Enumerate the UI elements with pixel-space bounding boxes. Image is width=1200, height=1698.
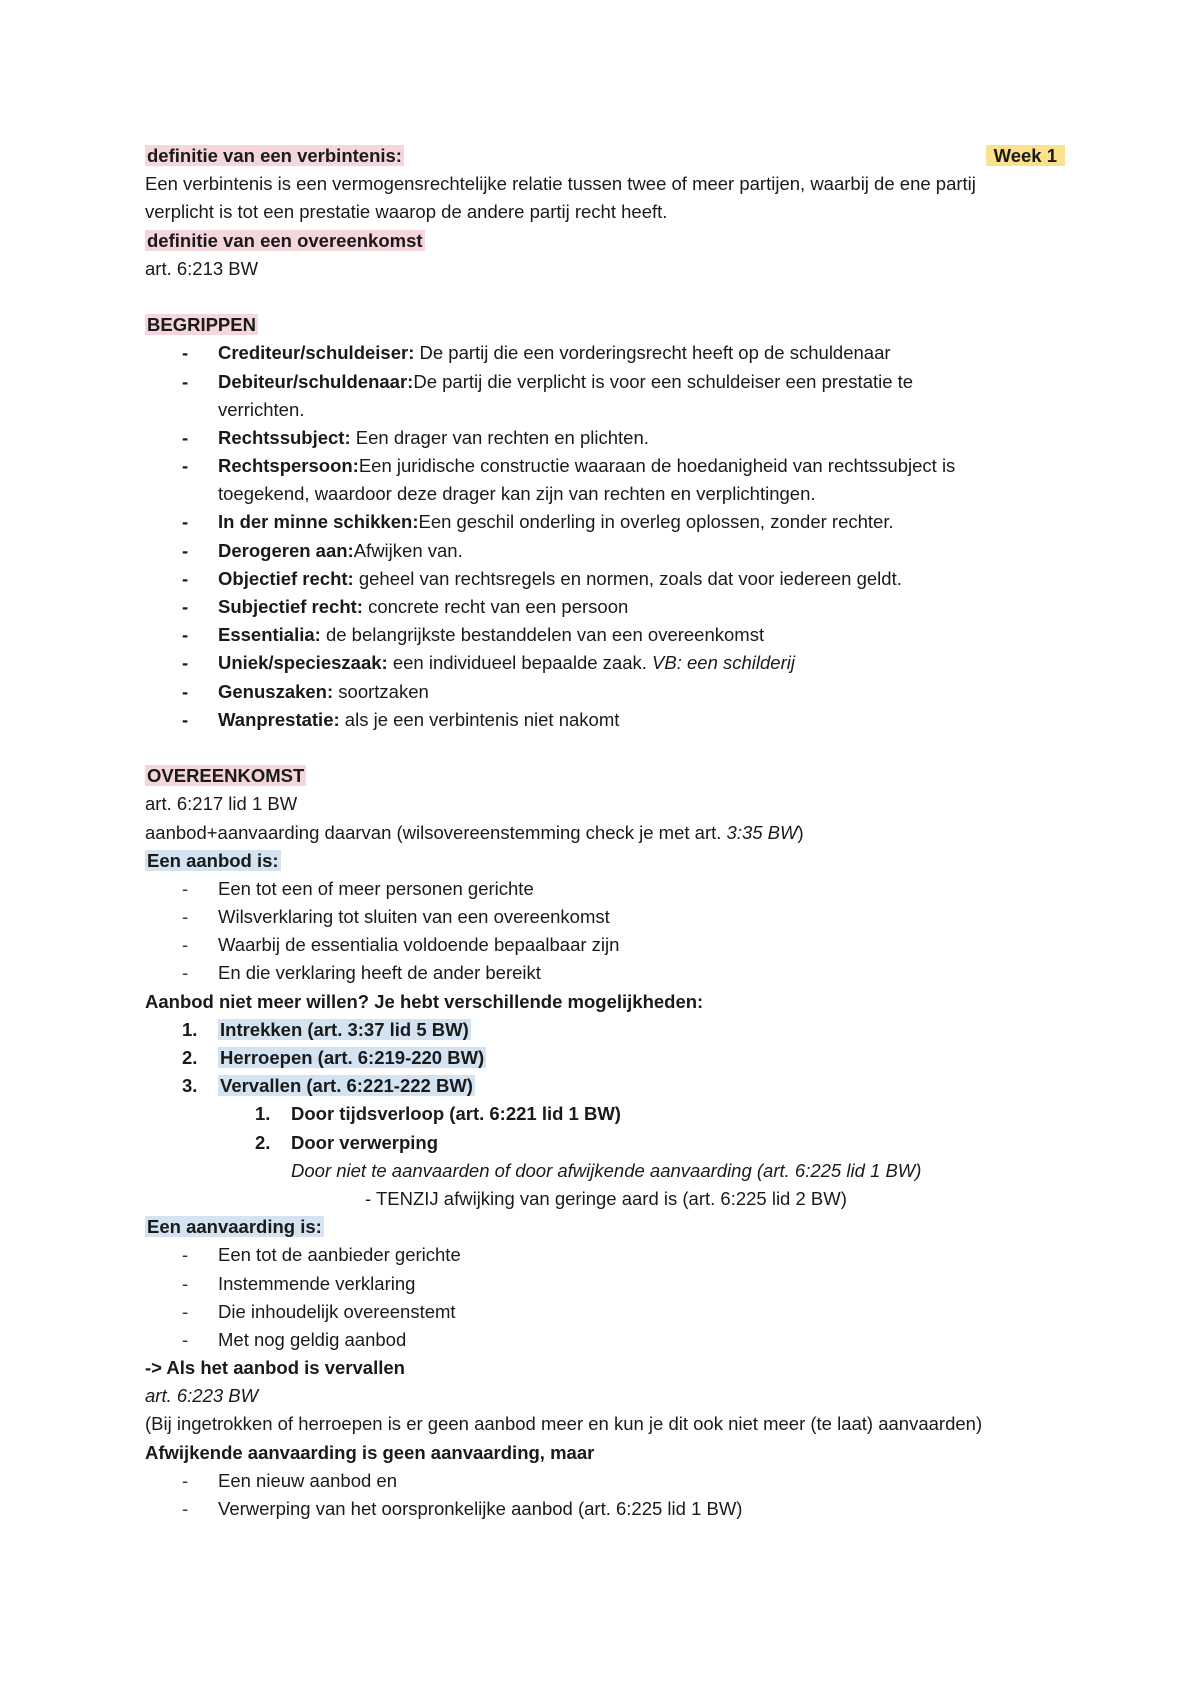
list-item: - Met nog geldig aanbod [182,1328,407,1350]
list-item: - Genuszaken: soortzaken [182,680,429,702]
list-item: - Debiteur/schuldenaar:De partij die verplicht is voor een schuldeiser een prestatie te [182,370,914,392]
list-item: - In der minne schikken:Een geschil onderling in overleg oplossen, zonder rechter. [182,511,894,533]
numbered-item: 1. Intrekken (art. 3:37 lid 5 BW) [182,1018,469,1040]
sub-numbered-item: 1. Door tijdsverloop (art. 6:221 lid 1 BW) [255,1103,621,1125]
vervallen-note: (Bij ingetrokken of herroepen is er geen aanbod meer en kun je dit ook niet meer (te laat) aanvaarden) [145,1413,983,1435]
numbered-item: 2. Herroepen (art. 6:219-220 BW) [182,1047,485,1068]
aanbod-niet-meer-heading: Aanbod niet meer willen? Je hebt verschillende mogelijkheden: [145,990,704,1012]
list-item: - Wanprestatie: als je een verbintenis niet nakomt [182,708,620,730]
list-item: - Een nieuw aanbod en [182,1469,397,1491]
verwerping-note: Door niet te aanvaarden of door afwijkende aanvaarding (art. 6:225 lid 1 BW) [291,1159,922,1181]
vervallen-heading: -> Als het aanbod is vervallen [145,1357,405,1379]
sub-numbered-item: 2. Door verwerping [255,1131,438,1153]
list-item: - Die inhoudelijk overeenstemt [182,1300,456,1322]
document-content [145,142,1065,1523]
list-item-continuation: verrichten. [218,398,305,420]
list-item: - Subjectief recht: concrete recht van een persoon [182,596,629,617]
week-label: Week 1 [986,142,1065,170]
list-item: - Rechtspersoon:Een juridische constructie waaraan de hoedanigheid van rechtssubject is [182,455,956,477]
aanvaarding-heading: Een aanvaarding is: [147,1216,322,1238]
overeenkomst-ref: art. 6:217 lid 1 BW [145,793,298,815]
list-item: - Rechtssubject: Een drager van rechten en plichten. [182,426,649,448]
def-overeenkomst-heading: definitie van een overeenkomst [147,229,423,251]
list-item: - Verwerping van het oorspronkelijke aanbod (art. 6:225 lid 1 BW) [182,1498,743,1519]
overeenkomst-definition: aanbod+aanvaarding daarvan (wilsovereenstemming check je met art. 3:35 BW) [145,821,804,843]
list-item: - En die verklaring heeft de ander bereikt [182,962,541,984]
aanbod-heading: Een aanbod is: [147,849,279,871]
begrippen-heading: BEGRIPPEN [147,314,256,336]
def-verbintenis-text: Een verbintenis is een vermogensrechtelijke relatie tussen twee of meer partijen, waarbij de ene partij [145,173,976,195]
list-item: - Essentialia: de belangrijkste bestanddelen van een overeenkomst [182,624,765,646]
list-item: - Uniek/specieszaak: een individueel bepaalde zaak. VB: een schilderij [182,652,795,674]
list-item: - Waarbij de essentialia voldoende bepaalbaar zijn [182,934,620,956]
numbered-item: 3. Vervallen (art. 6:221-222 BW) [182,1075,473,1097]
list-item: - Derogeren aan:Afwijken van. [182,539,463,561]
overeenkomst-heading: OVEREENKOMST [147,765,305,787]
list-item: - Crediteur/schuldeiser: De partij die een vorderingsrecht heeft op de schuldenaar [182,342,891,364]
def-overeenkomst-ref: art. 6:213 BW [145,257,259,279]
tenzij-note: - TENZIJ afwijking van geringe aard is (art. 6:225 lid 2 BW) [365,1187,847,1209]
list-item: - Instemmende verklaring [182,1272,416,1294]
list-item: - Een tot een of meer personen gerichte [182,877,534,899]
afwijkend-heading: Afwijkende aanvaarding is geen aanvaarding, maar [145,1441,595,1463]
list-item: - Een tot de aanbieder gerichte [182,1244,461,1266]
def-verbintenis-text: verplicht is tot een prestatie waarop de andere partij recht heeft. [145,201,668,223]
list-item: - Wilsverklaring tot sluiten van een overeenkomst [182,906,610,928]
list-item: - Objectief recht: geheel van rechtsregels en normen, zoals dat voor iedereen geldt. [182,567,902,589]
def-verbintenis-heading: definitie van een verbintenis: [147,145,402,166]
list-item-continuation: toegekend, waardoor deze drager kan zijn van rechten en verplichtingen. [218,483,816,505]
vervallen-ref: art. 6:223 BW [145,1385,259,1407]
